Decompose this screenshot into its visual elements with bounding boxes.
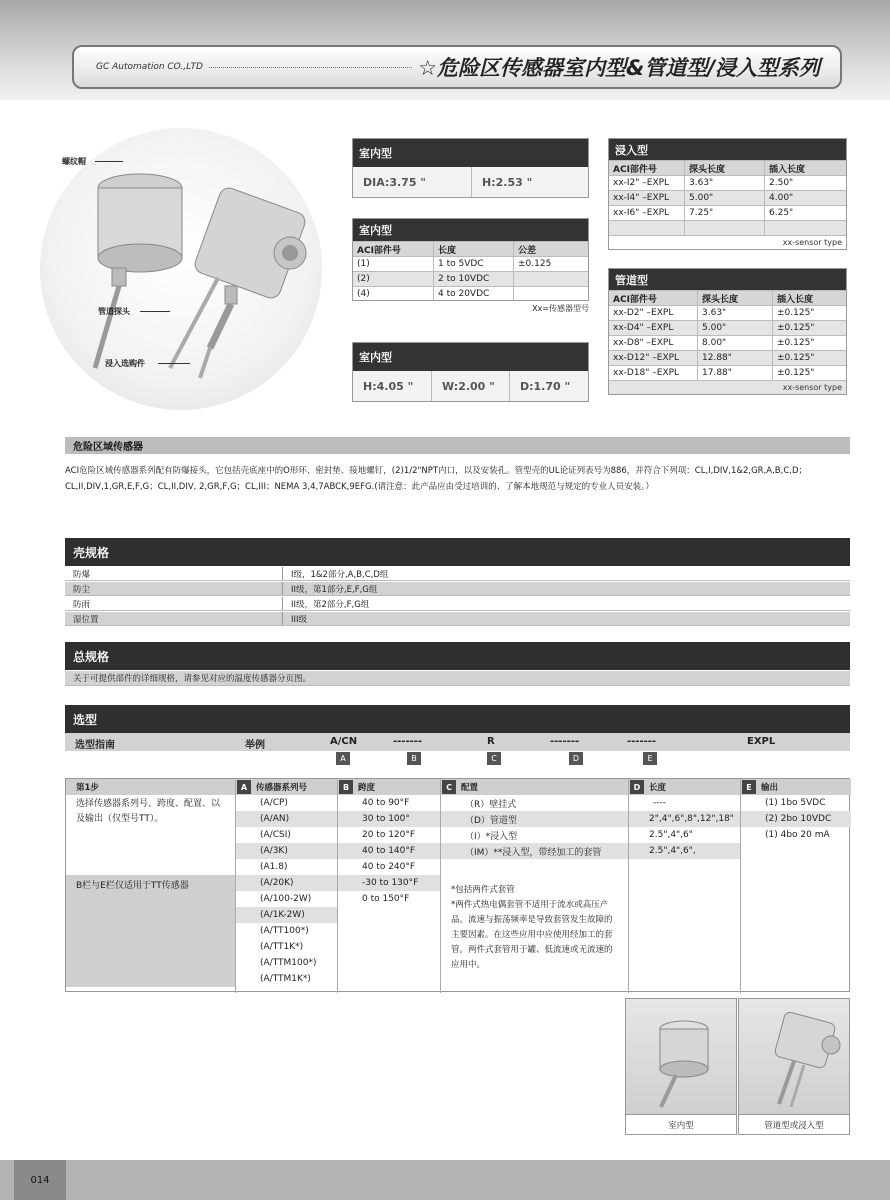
immersion-table (608, 138, 847, 250)
label-immersion-option: 浸入选购件 (105, 359, 145, 368)
dotted-leader (209, 67, 412, 68)
dim-dia: DIA:3.75 " (363, 175, 427, 189)
indoor-dims-table-2 (352, 342, 589, 402)
example-label: 举例 (245, 740, 265, 751)
col-head: 输出 (761, 783, 779, 793)
footer-bar (0, 1160, 890, 1200)
page-title: ☆危险区传感器室内型&管道型/浸入型系列 (418, 56, 820, 80)
general-spec-title: 总规格 (65, 642, 850, 670)
col-header: 插入长度 (772, 291, 846, 305)
cell: 7.25" (684, 206, 764, 220)
list-item: ---- (653, 798, 666, 808)
table-title: 室内型 (353, 139, 588, 167)
list-item: (1) 1bo 5VDC (765, 798, 826, 808)
cell: ±0.125" (772, 366, 846, 380)
indoor-sensor-image (626, 999, 736, 1114)
list-item: 0 to 150°F (362, 894, 410, 904)
thumb-duct (738, 998, 850, 1135)
table-row (609, 365, 846, 380)
list-item: (A/20K) (236, 875, 337, 891)
cell: ±0.125" (772, 306, 846, 320)
cell (513, 287, 588, 300)
table-row (609, 175, 846, 190)
list-item: (A/100-2W) (260, 894, 312, 904)
table-row (353, 271, 588, 286)
thumb-indoor (625, 998, 737, 1135)
step-head: 第1步 (66, 779, 235, 795)
cell: xx-D18" –EXPL (613, 368, 680, 378)
col-letter: C (442, 780, 456, 794)
step-note: B栏与E栏仅适用于TT传感器 (66, 875, 235, 987)
cell: ±0.125" (772, 321, 846, 335)
step-column (66, 779, 235, 993)
example-part: R (487, 736, 495, 747)
general-spec-text: 关于可提供部件的详细规格，请参见对应的温度传感器分页图。 (73, 674, 312, 684)
dim-w: W:2.00 " (431, 371, 509, 401)
example-part: ------- (393, 736, 423, 747)
cell: ±0.125" (772, 351, 846, 365)
spec-value: II级，第1部分,E,F,G组 (282, 582, 850, 595)
table-row (609, 305, 846, 320)
page-number: 014 (14, 1160, 66, 1200)
list-item: 2",4",6",8",12",18" (629, 811, 740, 827)
cell: (2) (357, 274, 370, 284)
cell: xx-D4" –EXPL (613, 323, 674, 333)
cell: xx-I2" –EXPL (613, 178, 670, 188)
cell: xx-D2" –EXPL (613, 308, 674, 318)
list-item: (A/3K) (236, 843, 337, 859)
column-e (740, 779, 851, 993)
spec-row (65, 612, 850, 626)
list-item: (A/CSI) (260, 830, 291, 840)
cell: 3.63" (684, 176, 764, 190)
cell: xx-D12" –EXPL (613, 353, 680, 363)
dim-h: H:2.53 " (471, 167, 588, 197)
col-header: ACI部件号 (613, 294, 657, 305)
col-letter: E (742, 780, 756, 794)
example-part: ------- (550, 736, 580, 747)
col-letter: A (237, 780, 251, 794)
col-header: ACI部件号 (613, 164, 657, 175)
table-title: 浸入型 (609, 139, 846, 161)
table-row (609, 350, 846, 365)
list-item: 20 to 120°F (362, 830, 416, 840)
col-head: 跨度 (358, 783, 376, 793)
list-item: -30 to 130°F (338, 875, 440, 891)
cell (684, 221, 764, 235)
duct-table (608, 268, 847, 395)
col-header: 插入长度 (764, 161, 846, 175)
table-title: 室内型 (353, 219, 588, 241)
list-item: (A/TTM1K*) (260, 974, 311, 984)
product-photo (40, 128, 322, 410)
example-part: EXPL (747, 736, 776, 747)
hazard-section-title: 危险区域传感器 (65, 437, 850, 454)
column-a (235, 779, 337, 993)
cell: 2.50" (764, 176, 846, 190)
spec-value: II级，第2部分,F,G组 (282, 597, 850, 610)
col-header: 探头长度 (684, 161, 764, 175)
table-row (609, 335, 846, 350)
dim-d: D:1.70 " (509, 371, 588, 401)
cell: 1 to 5VDC (433, 257, 513, 271)
thumb-caption: 室内型 (626, 1114, 736, 1135)
cell (609, 221, 684, 235)
cell: 6.25" (764, 206, 846, 220)
letter-c: C (487, 752, 501, 765)
shell-spec-title: 壳规格 (65, 538, 850, 566)
spec-value: III级 (282, 612, 850, 625)
list-item: (A/TTM100*) (260, 958, 317, 968)
cell: xx-I4" –EXPL (613, 193, 670, 203)
cell (764, 221, 846, 235)
cell (513, 272, 588, 286)
list-item: （R）壁挂式 (465, 799, 517, 810)
cell: xx-D8" –EXPL (613, 338, 674, 348)
indoor-parts-table (352, 218, 589, 301)
selection-title: 选型 (65, 705, 850, 733)
spec-key: 湿位置 (73, 614, 99, 625)
column-c (440, 779, 628, 993)
table-title: 管道型 (609, 269, 846, 291)
list-item: （D）管道型 (441, 811, 628, 827)
spec-row (65, 567, 850, 581)
leader-line (95, 161, 123, 162)
cell: 5.00" (697, 321, 772, 335)
config-note-1: *包括两件式套管 (451, 885, 515, 895)
table-row (609, 190, 846, 205)
table-note: xx-sensor type (609, 235, 846, 249)
col-header: 探头长度 (697, 291, 772, 305)
col-letter: D (630, 780, 644, 794)
spec-value: I级，1&2部分,A,B,C,D组 (282, 567, 850, 580)
cell: 8.00" (697, 336, 772, 350)
spec-key: 防雨 (73, 599, 91, 610)
list-item: (2) 2bo 10VDC (741, 811, 851, 827)
col-letter: B (339, 780, 353, 794)
list-item: (A/CP) (260, 798, 288, 808)
duct-sensor-image (739, 999, 849, 1114)
spec-row (65, 597, 850, 611)
table-row (353, 286, 588, 301)
cell: 12.88" (697, 351, 772, 365)
cell: 3.63" (697, 306, 772, 320)
col-head: 配置 (461, 783, 479, 793)
label-thread-cap: 螺纹帽 (62, 157, 86, 166)
indoor-dims-table-1 (352, 138, 589, 198)
general-spec-row (65, 671, 850, 686)
list-item: 30 to 100° (338, 811, 440, 827)
cell: 2 to 10VDC (433, 272, 513, 286)
cell: 5.00" (684, 191, 764, 205)
list-item: 40 to 90°F (362, 798, 410, 808)
company-name: GC Automation CO.,LTD (96, 62, 203, 72)
selection-grid (65, 778, 850, 992)
selection-guide-row (65, 733, 850, 751)
column-d (628, 779, 740, 993)
cell: 4 to 20VDC (433, 287, 513, 300)
dim-h: H:4.05 " (363, 379, 414, 393)
cell: xx-I6" –EXPL (613, 208, 670, 218)
letter-b: B (407, 752, 421, 765)
leader-line (158, 363, 190, 364)
list-item: 2.5",4",6", (629, 843, 740, 859)
spec-key: 防爆 (73, 569, 91, 580)
col-head: 长度 (649, 783, 667, 793)
spec-row (65, 582, 850, 596)
list-item: (A/1K-2W) (236, 907, 337, 923)
list-item: (A/TT100*) (260, 926, 309, 936)
example-part: ------- (627, 736, 657, 747)
list-item: (A/AN) (236, 811, 337, 827)
cell: 4.00" (764, 191, 846, 205)
list-item: 40 to 140°F (338, 843, 440, 859)
sensor-illustration (40, 128, 322, 410)
letter-e: E (643, 752, 657, 765)
col-head: 传感器系列号 (256, 783, 308, 793)
col-header: 公差 (513, 242, 588, 256)
list-item: (A1.8) (260, 862, 288, 872)
config-note-2: *两件式热电偶套管不适用于流水或高压产品。流速与振荡频率是导致套管发生故障的主要因素。在这些应用中应使用经加工的套管。两件式套管用于罐、低流速或无流速的应用中。 (451, 900, 613, 970)
guide-label: 选型指南 (75, 740, 115, 751)
leader-line (140, 311, 170, 312)
table-row (353, 256, 588, 271)
col-header: 长度 (433, 242, 513, 256)
hazard-description: ACI危险区域传感器系列配有防爆接头，它包括壳底座中的O形环、密封垫、接地螺钉，(2)1/2"NPT内口，以及安装孔。管型壳的UL论证列表号为886，并符合下列项：CL,I,DIV,1&2,GR,A,B,C,D；CL,II,DIV,1,GR,E,F,G；CL,II,DIV, 2,GR,F,G；CL,III；NEMA 3,4,7ABCK,9EFG.(请注意：此产品应由受过培训的、了解本地规范与规定的专业人员安装。） (65, 466, 808, 492)
parts-note: Xx=传感器型号 (532, 304, 589, 313)
column-b (337, 779, 440, 993)
cell: 17.88" (697, 366, 772, 380)
col-header: ACI部件号 (357, 245, 401, 256)
list-item: (1) 4bo 20 mA (765, 830, 830, 840)
letter-d: D (569, 752, 583, 765)
cell: ±0.125 (513, 257, 588, 271)
example-part: A/CN (330, 736, 358, 747)
list-item: （I）*浸入型 (465, 831, 518, 842)
list-item: 2.5",4",6" (649, 830, 693, 840)
cell: ±0.125" (772, 336, 846, 350)
table-row (609, 205, 846, 220)
table-title: 室内型 (353, 343, 588, 371)
label-duct-probe: 管道探头 (98, 307, 130, 316)
table-note: xx-sensor type (609, 380, 846, 394)
spec-key: 防尘 (73, 584, 91, 595)
list-item: 40 to 240°F (362, 862, 416, 872)
step-text: 选择传感器系列号、跨度、配置、以及输出（仅型号TT）。 (76, 799, 221, 824)
cell: (4) (357, 288, 370, 299)
table-row (609, 220, 846, 235)
list-item: (A/TT1K*) (260, 942, 304, 952)
letter-a: A (336, 752, 350, 765)
cell: (1) (357, 259, 370, 269)
title-bar (72, 45, 842, 89)
list-item: （IM）**浸入型，带经加工的套管 (441, 843, 628, 859)
table-row (609, 320, 846, 335)
thumb-caption: 管道型或浸入型 (739, 1114, 849, 1135)
